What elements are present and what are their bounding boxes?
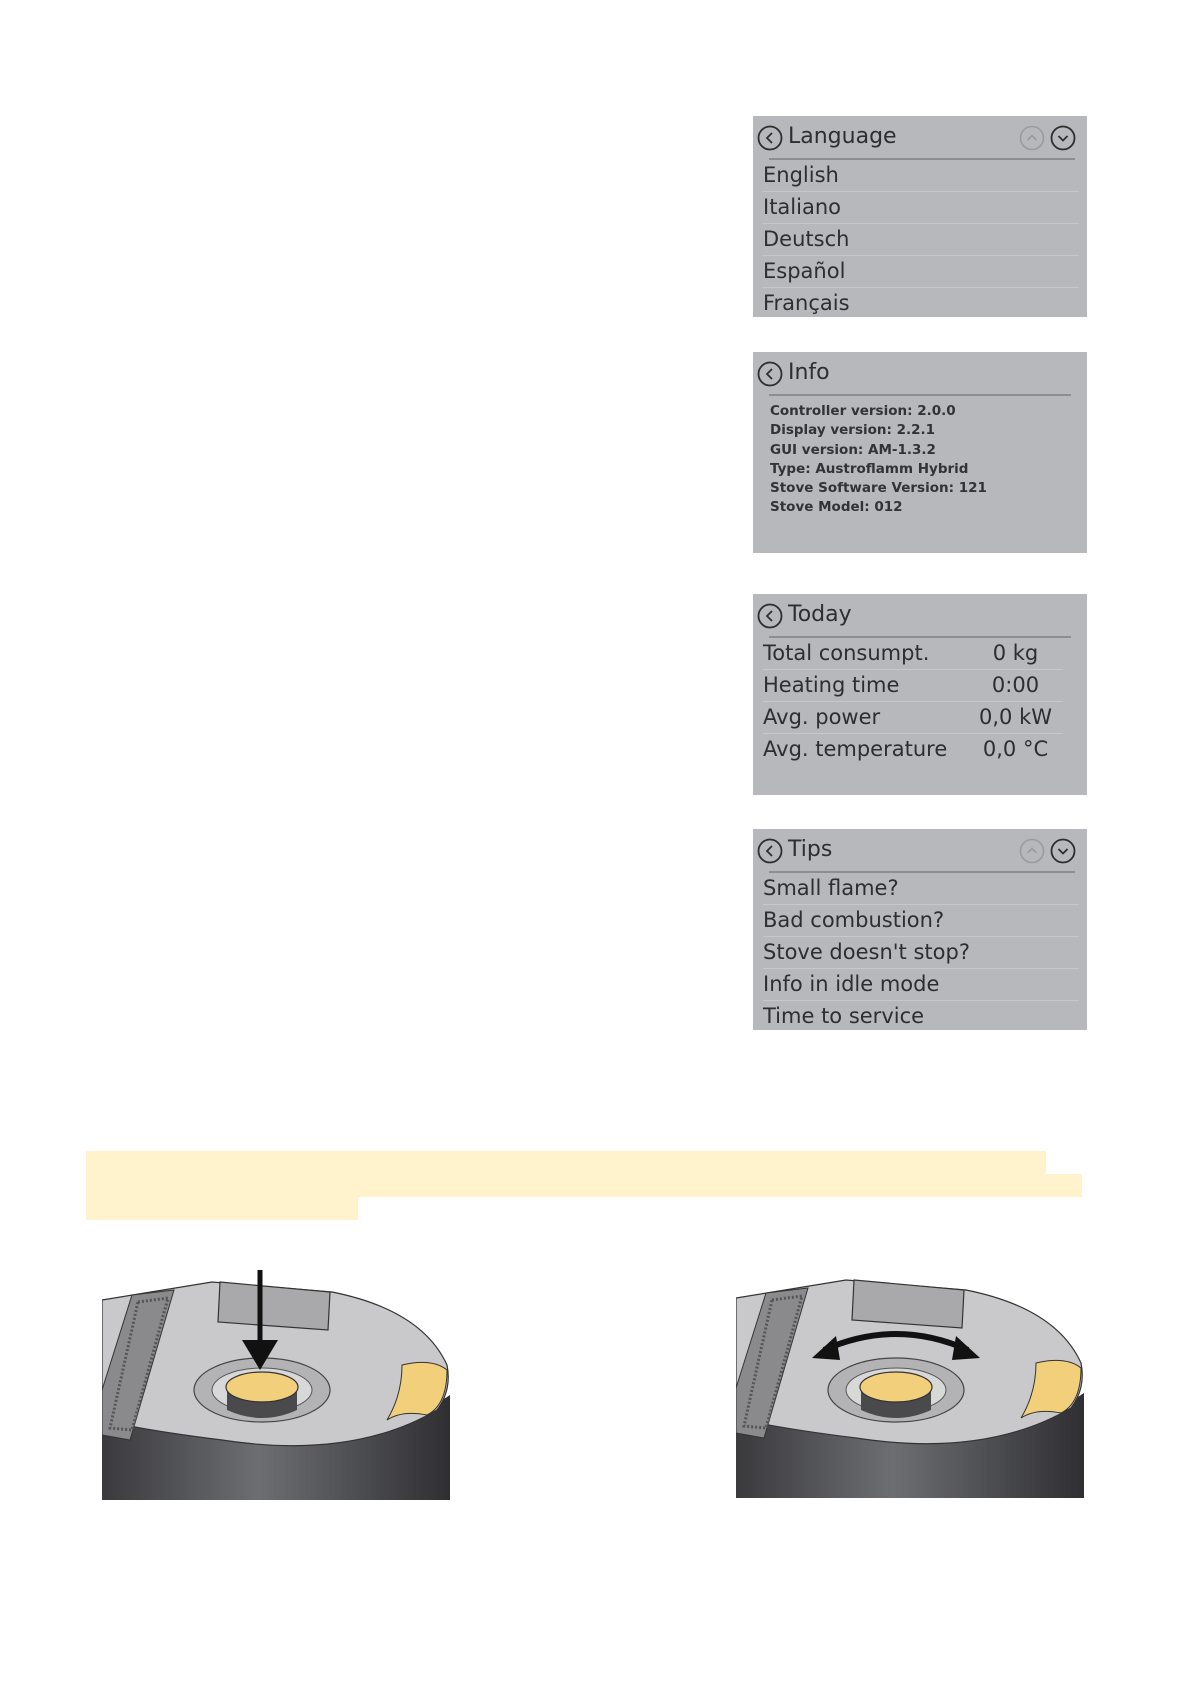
info-line: Type: Austroflamm Hybrid <box>770 460 969 477</box>
stat-row <box>763 702 1063 734</box>
stove-knob-press-illustration <box>102 1270 450 1500</box>
scroll-down-icon[interactable] <box>1050 125 1076 151</box>
today-title: Today <box>788 602 852 627</box>
info-title: Info <box>788 360 830 385</box>
header-divider <box>769 394 1071 396</box>
today-stats <box>763 638 1063 765</box>
info-line: Stove Model: 012 <box>770 499 903 516</box>
stat-label: Avg. power <box>763 705 881 729</box>
stat-value: 0,0 °C <box>982 737 1049 761</box>
back-icon[interactable] <box>757 125 783 151</box>
back-icon[interactable] <box>757 838 783 864</box>
info-panel <box>753 352 1087 553</box>
info-header <box>753 352 1087 396</box>
stat-label: Avg. temperature <box>763 737 948 761</box>
tips-panel <box>753 829 1087 1030</box>
stat-row <box>763 638 1063 670</box>
language-item-italiano[interactable]: Italiano <box>763 192 1079 224</box>
tips-title: Tips <box>788 837 833 862</box>
tip-item[interactable]: Stove doesn't stop? <box>763 937 1079 969</box>
stove-knob-turn-illustration <box>736 1268 1084 1498</box>
info-line: Display version: 2.2.1 <box>770 422 936 439</box>
stat-value: 0:00 <box>991 673 1040 697</box>
back-icon[interactable] <box>757 361 783 387</box>
stat-value: 0 kg <box>992 641 1039 665</box>
language-item-deutsch[interactable]: Deutsch <box>763 224 1079 256</box>
knob <box>226 1372 298 1402</box>
tip-item[interactable]: Info in idle mode <box>763 969 1079 1001</box>
knob <box>860 1372 932 1402</box>
tip-item[interactable]: Time to service <box>763 1004 925 1028</box>
stat-value: 0,0 kW <box>979 705 1052 729</box>
language-list <box>763 160 1079 319</box>
scroll-down-icon[interactable] <box>1050 838 1076 864</box>
display-housing <box>852 1280 964 1328</box>
language-panel <box>753 116 1087 317</box>
tip-item[interactable]: Bad combustion? <box>763 905 1079 937</box>
highlight-band <box>86 1174 1082 1197</box>
language-item-espanol[interactable]: Español <box>763 256 1079 288</box>
stat-label: Total consumpt. <box>763 641 930 665</box>
language-item-francais[interactable]: Français <box>763 291 850 315</box>
today-panel <box>753 594 1087 795</box>
tips-list <box>763 873 1079 1032</box>
display-housing <box>218 1282 330 1330</box>
language-item-english[interactable]: English <box>763 160 1079 192</box>
stat-row <box>763 670 1063 702</box>
stat-label: Heating time <box>763 673 900 697</box>
scroll-up-icon[interactable] <box>1019 125 1045 151</box>
language-header <box>753 116 1087 160</box>
tip-item[interactable]: Small flame? <box>763 873 1079 905</box>
highlight-band <box>86 1197 358 1220</box>
info-line: Controller version: 2.0.0 <box>770 403 956 419</box>
stat-row <box>763 734 1063 765</box>
info-text <box>770 402 987 518</box>
highlight-band <box>86 1151 1046 1174</box>
info-line: Stove Software Version: 121 <box>770 480 987 497</box>
scroll-up-icon[interactable] <box>1019 838 1045 864</box>
language-title: Language <box>788 124 897 149</box>
info-line: GUI version: AM-1.3.2 <box>770 441 936 458</box>
back-icon[interactable] <box>757 603 783 629</box>
today-header <box>753 594 1087 638</box>
tips-header <box>753 829 1087 873</box>
